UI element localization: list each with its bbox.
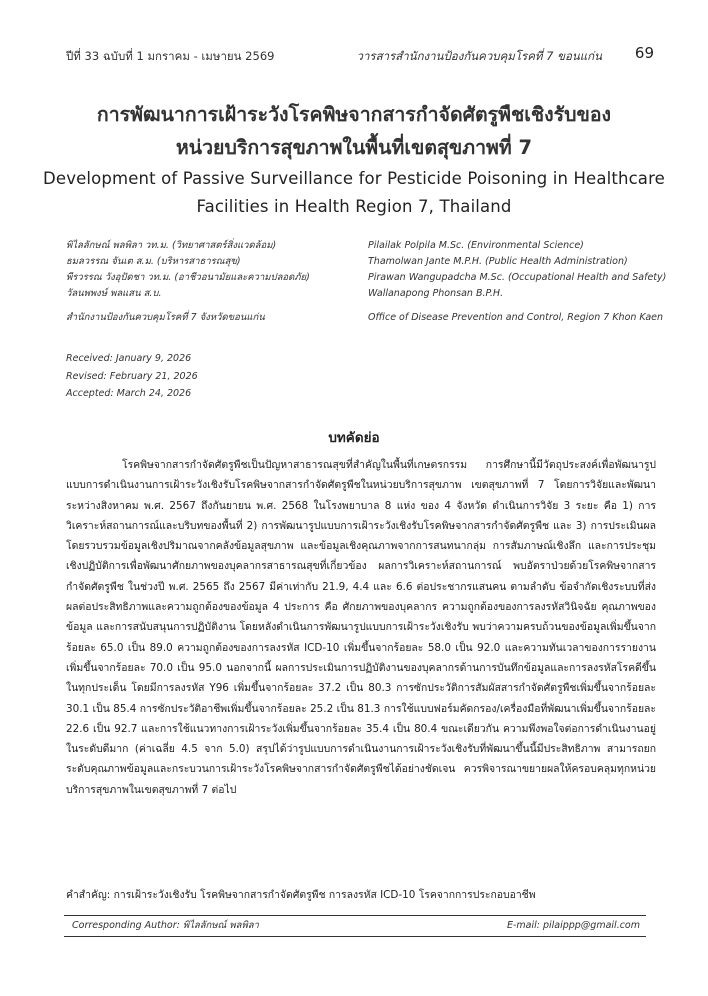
article-dates [66, 350, 198, 403]
keywords-text: การเฝ้าระวังเชิงรับ โรคพิษจากสารกำจัดศัตรูพืช การลงรหัส ICD-10 โรคจากการประกอบอาชีพ [113, 889, 536, 901]
accepted-date: Accepted: March 24, 2026 [66, 388, 192, 399]
author-thai: ธมลวรรณ จันเต ส.ม. (บริหารสาธารณสุข) [66, 256, 241, 267]
keywords-label: คำสำคัญ: [66, 889, 111, 901]
corresponding-author: Corresponding Author: พิไลลักษณ์ พลพิลา [72, 920, 259, 931]
journal-name: วารสารสำนักงานป้องกันควบคุมโรคที่ 7 ขอนแก่น [356, 49, 602, 63]
abstract-body [66, 455, 656, 800]
author-english: Thamolwan Jante M.P.H. (Public Health Administration) [368, 256, 628, 267]
author-thai: พิไลลักษณ์ พลพิลา วท.ม. (วิทยาศาสตร์สิ่งแวดล้อม) [66, 240, 277, 251]
english-title-line-2: Facilities in Health Region 7, Thailand [196, 197, 512, 216]
affiliation-thai: สำนักงานป้องกันควบคุมโรคที่ 7 จังหวัดขอนแก่น [66, 312, 265, 323]
author-list [66, 238, 668, 326]
received-date: Received: January 9, 2026 [66, 353, 192, 364]
issue-info: ปีที่ 33 ฉบับที่ 1 มกราคม - เมษายน 2569 [66, 49, 275, 63]
abstract-paragraph: โรคพิษจากสารกำจัดศัตรูพืชเป็นปัญหาสาธารณสุขที่สำคัญในพื้นที่เกษตรกรรม การศึกษานี้มีวัตถุประสงค์เพื่อพัฒนารูปแบบการดำเนินงานการเฝ้าระวังเชิงรับโรคพิษจากสารกำจัดศัตรูพืชในหน่วยบริการสุขภาพ เขตสุขภาพที่ 7 โดยการวิจัยและพัฒนา ระหว่างสิงหาคม พ.ศ. 2567 ถึงกันยายน พ.ศ. 2568 ในโรงพยาบาล 8 แห่ง ของ 4 จังหวัด ดำเนินการวิจัย 3 ระยะ คือ 1) การวิเคราะห์สถานการณ์และบริบทของพื้นที่ 2) การพัฒนารูปแบบการเฝ้าระวังเชิงรับโรคพิษจากสารกำจัดศัตรูพืช และ 3) การประเมินผล โดยรวบรวมข้อมูลเชิงปริมาณจากคลังข้อมูลสุขภาพ และข้อมูลเชิงคุณภาพจากการสนทนากลุ่ม การสัมภาษณ์เชิงลึก และการประชุมเชิงปฏิบัติการเพื่อพัฒนาศักยภาพของบุคลากรสาธารณสุขที่เกี่ยวข้อง ผลการวิเคราะห์สถานการณ์ พบอัตราป่วยด้วยโรคพิษจากสารกำจัดศัตรูพืช ในช่วงปี พ.ศ. 2565 ถึง 2567 มีค่าเท่ากับ 21.9, 4.4 และ 6.6 ต่อประชากรแสนคน ตามลำดับ ข้อจำกัดเชิงระบบที่ส่งผลต่อประสิทธิภาพและความถูกต้องของข้อมูล 4 ประการ คือ ศักยภาพของบุคลากร ความถูกต้องของการลงรหัสวินิจฉัย คุณภาพของข้อมูล และการสนับสนุนการปฏิบัติงาน โดยหลังดำเนินการพัฒนารูปแบบการเฝ้าระวังเชิงรับ พบว่าความครบถ้วนของข้อมูลเพิ่มขึ้นจากร้อยละ 65.0 เป็น 89.0 ความถูกต้องของการลงรหัส ICD-10 เพิ่มขึ้นจากร้อยละ 58.0 เป็น 92.0 และความทันเวลาของการรายงานเพิ่มขึ้นจากร้อยละ 70.0 เป็น 95.0 นอกจากนี้ ผลการประเมินการปฏิบัติงานของบุคลากรด้านการบันทึกข้อมูลและการลงรหัสโรคดีขึ้นในทุกประเด็น โดยมีการลงรหัส Y96 เพิ่มขึ้นจากร้อยละ 37.2 เป็น 80.3 การซักประวัติการสัมผัสสารกำจัดศัตรูพืชเพิ่มขึ้นจากร้อยละ 30.1 เป็น 85.4 การซักประวัติอาชีพเพิ่มขึ้นจากร้อยละ 25.2 เป็น 81.3 การใช้แบบฟอร์มคัดกรอง/เครื่องมือที่พัฒนาเพิ่มขึ้นจากร้อยละ 22.6 เป็น 92.7 และการใช้แนวทางการเฝ้าระวังเพิ่มขึ้นจากร้อยละ 35.4 เป็น 80.4 ขณะเดียวกัน ความพึงพอใจต่อการดำเนินงานอยู่ในระดับดีมาก (ค่าเฉลี่ย 4.5 จาก 5.0) สรุปได้ว่ารูปแบบการดำเนินงานการเฝ้าระวังเชิงรับที่พัฒนาขึ้นนี้มีประสิทธิภาพ สามารถยกระดับคุณภาพข้อมูลและกระบวนการเฝ้าระวังโรคพิษจากสารกำจัดศัตรูพืชได้อย่างชัดเจน ควรพิจารณาขยายผลให้ครอบคลุมทุกหน่วยบริการสุขภาพในเขตสุขภาพที่ 7 ต่อไป [66, 459, 656, 796]
thai-title-line-1: การพัฒนาการเฝ้าระวังโรคพิษจากสารกำจัดศัตรูพืชเชิงรับของ [96, 103, 612, 126]
keywords [66, 886, 656, 903]
author-thai: วัลนพพงษ์ พลแสน ส.บ. [66, 288, 162, 299]
affiliation-english: Office of Disease Prevention and Control, Region 7 Khon Kaen [368, 312, 664, 323]
author-thai: พีรวรรณ วังอุปัดชา วท.ม. (อาชีวอนามัยและความปลอดภัย) [66, 272, 310, 283]
author-english: Pilailak Polpila M.Sc. (Environmental Science) [368, 240, 584, 251]
author-english: Pirawan Wangupadcha M.Sc. (Occupational Health and Safety) [368, 272, 667, 283]
correspondence-footer [64, 915, 646, 937]
author-row [66, 270, 668, 286]
english-title-line-1: Development of Passive Surveillance for Pesticide Poisoning in Healthcare [43, 169, 665, 188]
author-row [66, 286, 668, 302]
affiliation-row [66, 310, 668, 326]
author-english: Wallanapong Phonsan B.P.H. [368, 288, 504, 299]
page-number: 69 [634, 44, 654, 62]
english-title [40, 165, 668, 221]
author-row [66, 254, 668, 270]
corresponding-email[interactable]: E-mail: pilaippp@gmail.com [506, 920, 640, 931]
thai-title [60, 98, 648, 164]
author-row [66, 238, 668, 254]
revised-date: Revised: February 21, 2026 [66, 370, 198, 382]
thai-title-line-2: หน่วยบริการสุขภาพในพื้นที่เขตสุขภาพที่ 7 [175, 136, 533, 159]
abstract-heading: บทคัดย่อ [328, 430, 380, 446]
